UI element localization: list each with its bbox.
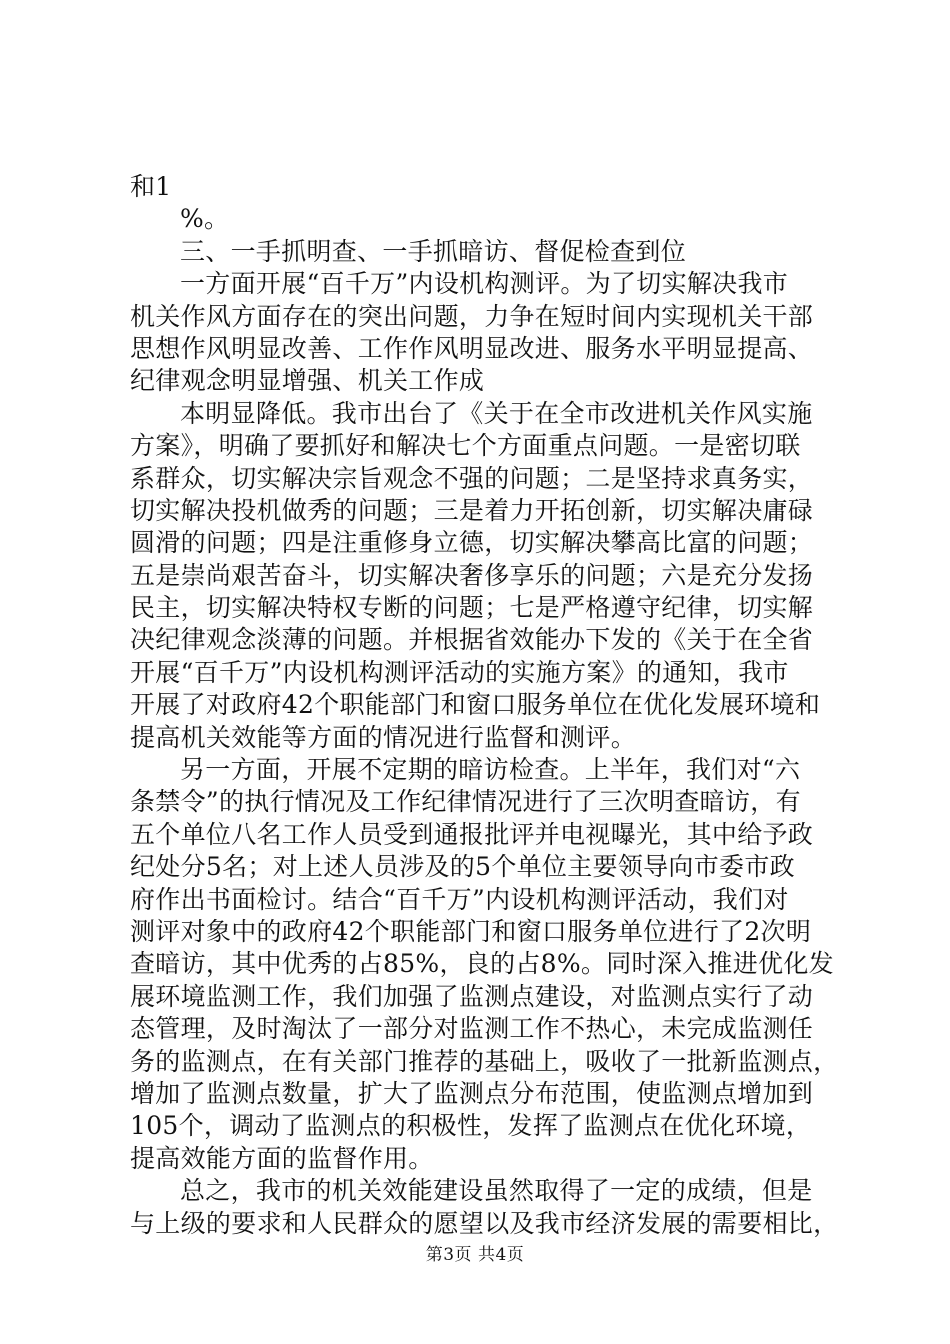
text-line: 五是崇尚艰苦奋斗，切实解决奢侈享乐的问题；六是充分发扬 (130, 560, 814, 590)
text-line: 态管理，及时淘汰了一部分对监测工作不热心，未完成监测任 (130, 1014, 814, 1044)
text-line: 本明显降低。我市出台了《关于在全市改进机关作风实施 (180, 398, 813, 428)
text-line: 民主，切实解决特权专断的问题；七是严格遵守纪律，切实解 (130, 593, 814, 623)
text-line: 机关作风方面存在的突出问题，力争在短时间内实现机关干部 (130, 301, 814, 331)
text-line: 条禁令”的执行情况及工作纪律情况进行了三次明查暗访，有 (130, 787, 801, 817)
text-line: 开展“百千万”内设机构测评活动的实施方案》的通知，我市 (130, 657, 789, 687)
text-line: 查暗访，其中优秀的占85%，良的占8%。同时深入推进优化发 (130, 949, 834, 979)
text-line: 纪律观念明显增强、机关工作成 (130, 366, 485, 396)
document-body (130, 171, 839, 1240)
text-line: 五个单位八名工作人员受到通报批评并电视曝光，其中给予政 (130, 819, 814, 849)
text-line: 与上级的要求和人民群众的愿望以及我市经济发展的需要相比， (130, 1208, 839, 1238)
text-line: 圆滑的问题；四是注重修身立德，切实解决攀高比富的问题； (130, 528, 814, 558)
page-footer: 第3页 共4页 (425, 1245, 525, 1265)
text-line: 增加了监测点数量，扩大了监测点分布范围，使监测点增加到 (130, 1078, 814, 1108)
text-line: 纪处分5名；对上述人员涉及的5个单位主要领导向市委市政 (130, 852, 795, 882)
text-line: 开展了对政府42个职能部门和窗口服务单位在优化发展环境和 (130, 690, 821, 720)
text-line: 提高效能方面的监督作用。 (130, 1143, 434, 1173)
text-line: 务的监测点，在有关部门推荐的基础上，吸收了一批新监测点， (130, 1046, 839, 1076)
text-line: 展环境监测工作，我们加强了监测点建设，对监测点实行了动 (130, 981, 814, 1011)
text-line: 决纪律观念淡薄的问题。并根据省效能办下发的《关于在全省 (130, 625, 814, 655)
text-line: 另一方面，开展不定期的暗访检查。上半年，我们对“六 (180, 755, 801, 785)
text-line: 总之，我市的机关效能建设虽然取得了一定的成绩，但是 (180, 1176, 813, 1206)
text-line: 方案》，明确了要抓好和解决七个方面重点问题。一是密切联 (130, 431, 801, 461)
text-line: 和1 (130, 172, 172, 201)
text-line: 切实解决投机做秀的问题；三是着力开拓创新，切实解决庸碌 (130, 495, 814, 525)
text-line: 一方面开展“百千万”内设机构测评。为了切实解决我市 (180, 269, 789, 299)
text-line: %。 (180, 204, 230, 234)
text-line: 思想作风明显改善、工作作风明显改进、服务水平明显提高、 (130, 333, 814, 363)
text-line: 提高机关效能等方面的情况进行监督和测评。 (130, 722, 637, 752)
text-line: 三、一手抓明查、一手抓暗访、督促检查到位 (180, 236, 687, 266)
text-line: 105个，调动了监测点的积极性，发挥了监测点在优化环境， (130, 1111, 812, 1141)
text-line: 测评对象中的政府42个职能部门和窗口服务单位进行了2次明 (130, 916, 812, 946)
text-line: 系群众，切实解决宗旨观念不强的问题；二是坚持求真务实， (130, 463, 814, 493)
text-line: 府作出书面检讨。结合“百千万”内设机构测评活动，我们对 (130, 884, 789, 914)
